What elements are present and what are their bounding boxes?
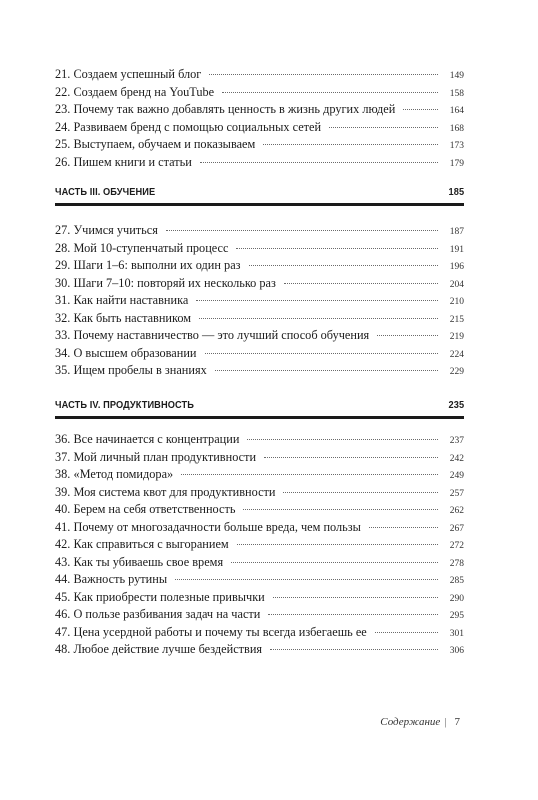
- toc-entry: [55, 275, 464, 293]
- toc-entry-title: 22. Создаем бренд на YouTube: [55, 84, 215, 99]
- toc-entry-page: 301: [449, 628, 464, 639]
- toc-entry-page: 290: [449, 593, 464, 604]
- toc-entry: [55, 292, 464, 310]
- toc-entry: [55, 84, 464, 102]
- toc-entry: [55, 136, 464, 154]
- toc-entry-page: 257: [449, 488, 464, 499]
- toc-entry-page: 149: [449, 71, 464, 81]
- toc-entry-title: 37. Мой личный план продуктивности: [55, 449, 257, 464]
- toc-entry-page: 158: [449, 88, 464, 99]
- toc-entry-page: 196: [449, 262, 464, 272]
- dot-leader: [329, 127, 438, 128]
- dot-leader: [283, 492, 438, 493]
- toc-entry-page: 249: [449, 471, 464, 481]
- toc-entry: [55, 222, 464, 240]
- toc-entry: [55, 66, 464, 84]
- footer-separator: |: [444, 716, 447, 728]
- toc-entry: [55, 589, 464, 607]
- toc-group-part2-tail: [55, 66, 464, 171]
- dot-leader: [403, 109, 438, 110]
- dot-leader: [273, 597, 438, 598]
- toc-entry-page: 224: [449, 349, 464, 360]
- dot-leader: [236, 248, 438, 249]
- toc-entry-title: 33. Почему наставничество — это лучший способ обучения: [55, 328, 370, 342]
- toc-entry-title: 40. Берем на себя ответственность: [55, 502, 236, 516]
- dot-leader: [215, 370, 438, 371]
- toc-entry-title: 47. Цена усердной работы и почему ты всегда избегаешь ее: [55, 624, 367, 639]
- dot-leader: [231, 562, 438, 563]
- toc-entry-title: 25. Выступаем, обучаем и показываем: [55, 137, 256, 151]
- toc-entry-page: 237: [449, 436, 464, 446]
- toc-entry: [55, 554, 464, 572]
- toc-entry-title: 44. Важность рутины: [55, 572, 168, 586]
- dot-leader: [284, 283, 438, 284]
- dot-leader: [237, 544, 438, 545]
- part3-heading: [55, 186, 464, 198]
- toc-entry: [55, 501, 464, 519]
- toc-entry-page: 215: [449, 314, 464, 325]
- toc-entry-page: 168: [449, 123, 464, 134]
- toc-entry: [55, 431, 464, 449]
- toc-entry-page: 173: [449, 141, 464, 151]
- toc-entry-page: 295: [449, 611, 464, 621]
- dot-leader: [196, 300, 438, 301]
- toc-entry: [55, 154, 464, 172]
- toc-entry-page: 179: [449, 158, 464, 169]
- dot-leader: [375, 632, 438, 633]
- toc-entry: [55, 484, 464, 502]
- toc-entry-title: 38. «Метод помидора»: [55, 467, 174, 481]
- part4-title: ЧАСТЬ IV. ПРОДУКТИВНОСТЬ: [55, 399, 194, 411]
- toc-entry-page: 210: [449, 297, 464, 307]
- part4-heading: [55, 399, 464, 411]
- toc-entry-page: 204: [449, 279, 464, 290]
- toc-entry-page: 242: [449, 453, 464, 464]
- toc-entry: [55, 240, 464, 258]
- toc-entry: [55, 101, 464, 119]
- dot-leader: [243, 509, 438, 510]
- dot-leader: [249, 265, 438, 266]
- part3-rule: [55, 203, 464, 206]
- dot-leader: [181, 474, 438, 475]
- toc-group-part4: [55, 431, 464, 659]
- footer-label: Содержание: [380, 716, 441, 728]
- toc-entry: [55, 257, 464, 275]
- toc-entry-title: 27. Учимся учиться: [55, 223, 158, 237]
- toc-group-part3: [55, 222, 464, 380]
- toc-entry-title: 43. Как ты убиваешь свое время: [55, 554, 224, 569]
- toc-entry-page: 164: [449, 106, 464, 116]
- toc-entry: [55, 624, 464, 642]
- dot-leader: [377, 335, 438, 336]
- dot-leader: [270, 649, 438, 650]
- toc-entry: [55, 571, 464, 589]
- toc-entry-page: 278: [449, 558, 464, 569]
- dot-leader: [205, 353, 439, 354]
- toc-entry-title: 21. Создаем успешный блог: [55, 67, 202, 81]
- toc-entry: [55, 519, 464, 537]
- toc-entry-page: 285: [449, 576, 464, 586]
- toc-entry-page: 191: [449, 244, 464, 255]
- dot-leader: [209, 74, 438, 75]
- dot-leader: [369, 527, 438, 528]
- page-number: 7: [454, 716, 460, 728]
- toc-entry: [55, 641, 464, 659]
- part3-title: ЧАСТЬ III. ОБУЧЕНИЕ: [55, 186, 156, 198]
- toc-entry: [55, 536, 464, 554]
- toc-entry: [55, 345, 464, 363]
- toc-entry-title: 24. Развиваем бренд с помощью социальных сетей: [55, 119, 322, 134]
- dot-leader: [166, 230, 438, 231]
- toc-entry-page: 306: [449, 646, 464, 656]
- toc-entry-title: 36. Все начинается с концентрации: [55, 432, 240, 446]
- toc-entry: [55, 327, 464, 345]
- dot-leader: [263, 144, 438, 145]
- toc-entry-page: 219: [449, 332, 464, 342]
- toc-entry-title: 31. Как найти наставника: [55, 293, 189, 307]
- part3-page: 185: [448, 186, 465, 198]
- toc-entry: [55, 362, 464, 380]
- dot-leader: [247, 439, 438, 440]
- toc-entry: [55, 310, 464, 328]
- toc-entry-title: 32. Как быть наставником: [55, 310, 192, 325]
- toc-entry-title: 34. О высшем образовании: [55, 345, 197, 360]
- dot-leader: [175, 579, 438, 580]
- dot-leader: [200, 162, 438, 163]
- dot-leader: [199, 318, 438, 319]
- toc-entry-title: 42. Как справиться с выгоранием: [55, 537, 229, 551]
- part4-rule: [55, 416, 464, 419]
- toc-entry-title: 46. О пользе разбивания задач на части: [55, 607, 261, 621]
- toc-entry-title: 41. Почему от многозадачности больше вреда, чем пользы: [55, 519, 361, 534]
- toc-entry-title: 35. Ищем пробелы в знаниях: [55, 363, 207, 377]
- toc-entry-title: 30. Шаги 7–10: повторяй их несколько раз: [55, 275, 276, 290]
- toc-entry: [55, 466, 464, 484]
- toc-entry-title: 23. Почему так важно добавлять ценность в жизнь других людей: [55, 102, 396, 116]
- toc-entry-title: 48. Любое действие лучше бездействия: [55, 642, 263, 656]
- toc-entry-page: 272: [449, 541, 464, 551]
- toc-entry: [55, 449, 464, 467]
- part4-page: 235: [448, 399, 465, 411]
- dot-leader: [264, 457, 438, 458]
- dot-leader: [268, 614, 438, 615]
- toc-entry-title: 45. Как приобрести полезные привычки: [55, 589, 265, 604]
- toc-entry: [55, 119, 464, 137]
- toc-entry-title: 29. Шаги 1–6: выполни их один раз: [55, 258, 241, 272]
- toc-entry-title: 39. Моя система квот для продуктивности: [55, 484, 276, 499]
- dot-leader: [222, 92, 438, 93]
- toc-entry-page: 267: [449, 523, 464, 534]
- toc-entry-page: 262: [449, 506, 464, 516]
- toc-entry-page: 187: [449, 227, 464, 237]
- page-footer: [380, 716, 460, 728]
- toc-entry: [55, 606, 464, 624]
- toc-entry-page: 229: [449, 367, 464, 377]
- toc-entry-title: 28. Мой 10-ступенчатый процесс: [55, 240, 229, 255]
- toc-entry-title: 26. Пишем книги и статьи: [55, 154, 192, 169]
